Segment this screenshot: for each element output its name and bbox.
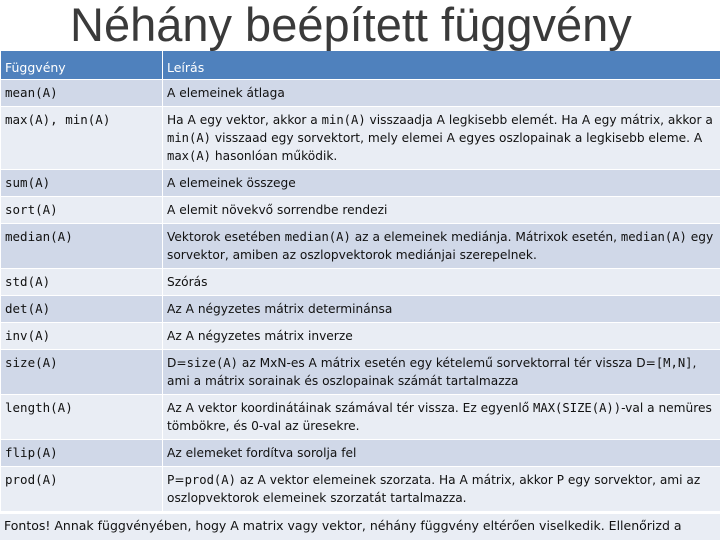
function-description-cell — [163, 440, 720, 467]
function-description-cell — [163, 323, 720, 350]
table-row — [1, 224, 720, 269]
table-row — [1, 323, 720, 350]
description-text: A elemit növekvő sorrendbe rendezi — [167, 203, 388, 217]
function-name-cell: inv(A) — [1, 323, 163, 350]
table-row — [1, 350, 720, 395]
description-text: Szórás — [167, 275, 208, 289]
code-fragment: max(A) — [167, 149, 212, 163]
description-text: az A vektor elemeinek szorzata. Ha A mátrix, akkor — [235, 473, 557, 487]
code-fragment: size(A) — [186, 356, 238, 370]
description-text: A elemeinek átlaga — [167, 86, 285, 100]
column-header-function: Függvény — [1, 51, 163, 80]
table-row — [1, 107, 720, 170]
code-fragment: median(A) — [620, 230, 687, 244]
description-text: Az A négyzetes mátrix determinánsa — [167, 302, 393, 316]
description-text: az a elemeinek mediánja. Mátrixok esetén, — [350, 230, 621, 244]
function-description-cell — [163, 224, 720, 269]
column-header-description: Leírás — [163, 51, 720, 80]
description-text: Vektorok esetében — [167, 230, 285, 244]
function-description-cell — [163, 395, 720, 440]
description-text: hasonlóan működik. — [211, 149, 338, 163]
function-description-cell — [163, 269, 720, 296]
description-text: P= — [167, 473, 185, 487]
description-text: D= — [167, 356, 187, 370]
table-row — [1, 197, 720, 224]
function-name-cell: flip(A) — [1, 440, 163, 467]
function-name-cell: std(A) — [1, 269, 163, 296]
footnote: Fontos! Annak függvényében, hogy A matrix vagy vektor, néhány függvény eltérően viselkedik. Ellenőrizd a — [0, 514, 720, 540]
code-fragment: P — [556, 473, 565, 487]
page-title: Néhány beépített függvény — [70, 0, 632, 51]
code-fragment: [M,N] — [655, 356, 693, 370]
description-text: Ha A egy vektor, akkor a — [167, 113, 322, 127]
function-description-cell — [163, 350, 720, 395]
code-fragment: min(A) — [167, 131, 212, 145]
code-fragment: MAX(SIZE(A)) — [533, 401, 622, 415]
function-name-cell: prod(A) — [1, 467, 163, 512]
description-text: Az A vektor koordinátáinak számával tér vissza. Ez egyenlő — [167, 401, 534, 415]
function-name-cell: det(A) — [1, 296, 163, 323]
function-name-cell: size(A) — [1, 350, 163, 395]
function-name-cell: sum(A) — [1, 170, 163, 197]
function-description-cell — [163, 80, 720, 107]
table-row — [1, 269, 720, 296]
description-text: egy sorvektor, ami az oszlopvektorok elemeinek szorzatát tartalmazza. — [167, 473, 701, 505]
function-description-cell — [163, 107, 720, 170]
code-fragment: median(A) — [284, 230, 351, 244]
table-header-row — [1, 51, 720, 80]
code-fragment: min(A) — [321, 113, 366, 127]
function-name-cell: length(A) — [1, 395, 163, 440]
description-text: A elemeinek összege — [167, 176, 296, 190]
description-text: visszaadja A legkisebb elemét. Ha A egy mátrix, akkor a — [365, 113, 713, 127]
function-description-cell — [163, 296, 720, 323]
description-text: -val a nemüres tömbökre, és 0-val az üresekre. — [167, 401, 712, 433]
functions-table — [0, 50, 720, 512]
function-description-cell — [163, 197, 720, 224]
table-row — [1, 467, 720, 512]
description-text: Az A négyzetes mátrix inverze — [167, 329, 353, 343]
description-text: , ami a mátrix sorainak és oszlopainak számát tartalmazza — [167, 356, 697, 388]
function-name-cell: mean(A) — [1, 80, 163, 107]
function-name-cell: max(A), min(A) — [1, 107, 163, 170]
table-row — [1, 170, 720, 197]
function-name-cell: median(A) — [1, 224, 163, 269]
table-row — [1, 440, 720, 467]
description-text: visszaad egy sorvektort, mely elemei A egyes oszlopainak a legkisebb eleme. A — [211, 131, 703, 145]
table-row — [1, 80, 720, 107]
function-name-cell: sort(A) — [1, 197, 163, 224]
description-text: az MxN-es A mátrix esetén egy kételemű sorvektorral tér vissza D= — [237, 356, 656, 370]
function-description-cell — [163, 170, 720, 197]
description-text: Az elemeket fordítva sorolja fel — [167, 446, 357, 460]
description-text: egy sorvektor, amiben az oszlopvektorok mediánjai szerepelnek. — [167, 230, 714, 262]
function-description-cell — [163, 467, 720, 512]
code-fragment: prod(A) — [184, 473, 236, 487]
table-row — [1, 296, 720, 323]
table-row — [1, 395, 720, 440]
